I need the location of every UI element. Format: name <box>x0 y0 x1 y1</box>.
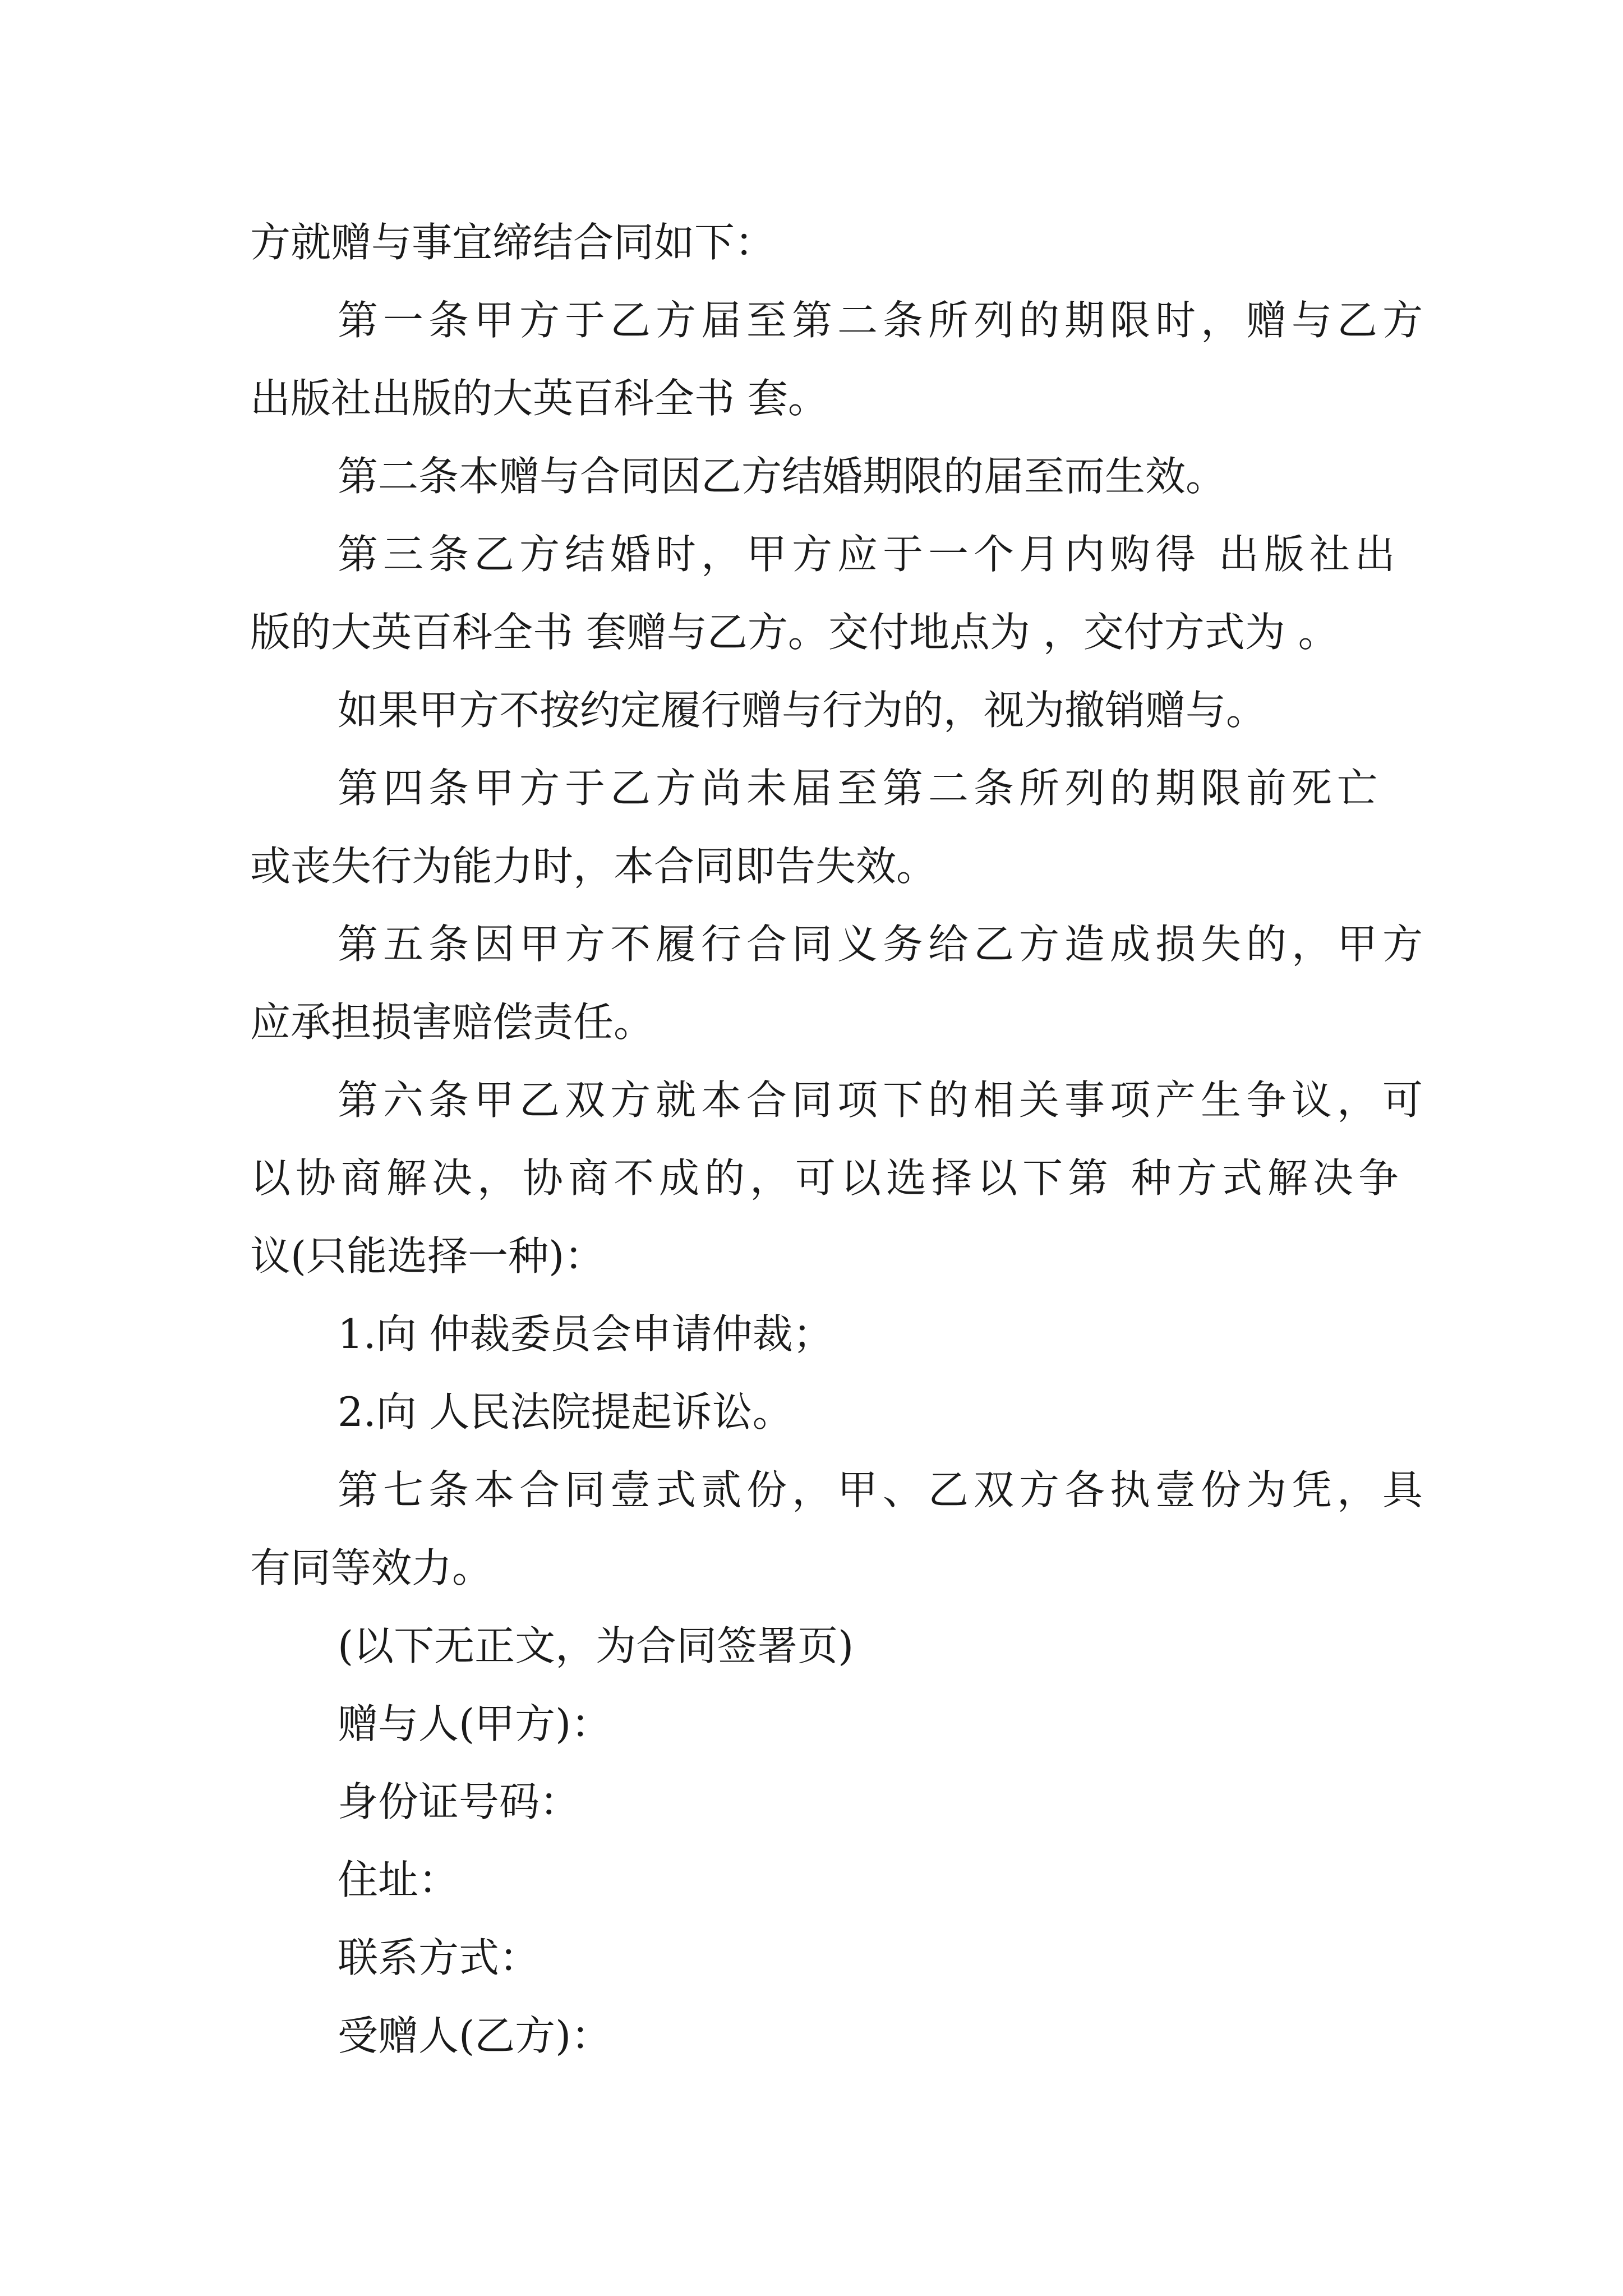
text-line: 第三条乙方结婚时，甲方应于一个月内购得 出版社出 <box>338 531 1400 578</box>
text-line: 有同等效力。 <box>250 1544 493 1591</box>
signature-field-label: 受赠人(乙方)： <box>338 2012 612 2059</box>
text-line: 第六条甲乙双方就本合同项下的相关事项产生争议，可 <box>338 1076 1428 1124</box>
text-line: 或丧失行为能力时，本合同即告失效。 <box>250 843 937 890</box>
text-line: 以协商解决，协商不成的，可以选择以下第 种方式解决争 <box>250 1154 1404 1202</box>
signature-field-label: 身份证号码： <box>338 1778 580 1825</box>
text-line: 第四条甲方于乙方尚未届至第二条所列的期限前死亡 <box>338 765 1383 812</box>
text-line: 方就赠与事宜缔结合同如下： <box>250 219 776 266</box>
text-line: (以下无正文，为合同签署页) <box>338 1622 854 1669</box>
signature-field-label: 住址： <box>338 1856 459 1903</box>
text-line: 第五条因甲方不履行合同义务给乙方造成损失的，甲方 <box>338 921 1428 968</box>
text-line: 第二条本赠与合同因乙方结婚期限的届至而生效。 <box>338 453 1227 500</box>
text-line: 如果甲方不按约定履行赠与行为的，视为撤销赠与。 <box>338 687 1267 734</box>
text-line: 议(只能选择一种)： <box>250 1232 605 1280</box>
text-line: 1.向 仲裁委员会申请仲裁； <box>338 1310 833 1358</box>
text-line: 出版社出版的大英百科全书 套。 <box>250 375 828 422</box>
signature-field-label: 赠与人(甲方)： <box>338 1700 612 1747</box>
signature-field-label: 联系方式： <box>338 1934 540 1981</box>
text-line: 第一条甲方于乙方届至第二条所列的期限时，赠与乙方 <box>338 297 1428 344</box>
text-line: 应承担损害赔偿责任。 <box>250 999 654 1046</box>
text-line: 版的大英百科全书 套赠与乙方。交付地点为 ，交付方式为 。 <box>250 609 1339 656</box>
text-line: 第七条本合同壹式贰份，甲、乙双方各执壹份为凭，具 <box>338 1466 1428 1513</box>
text-line: 2.向 人民法院提起诉讼。 <box>338 1388 793 1435</box>
